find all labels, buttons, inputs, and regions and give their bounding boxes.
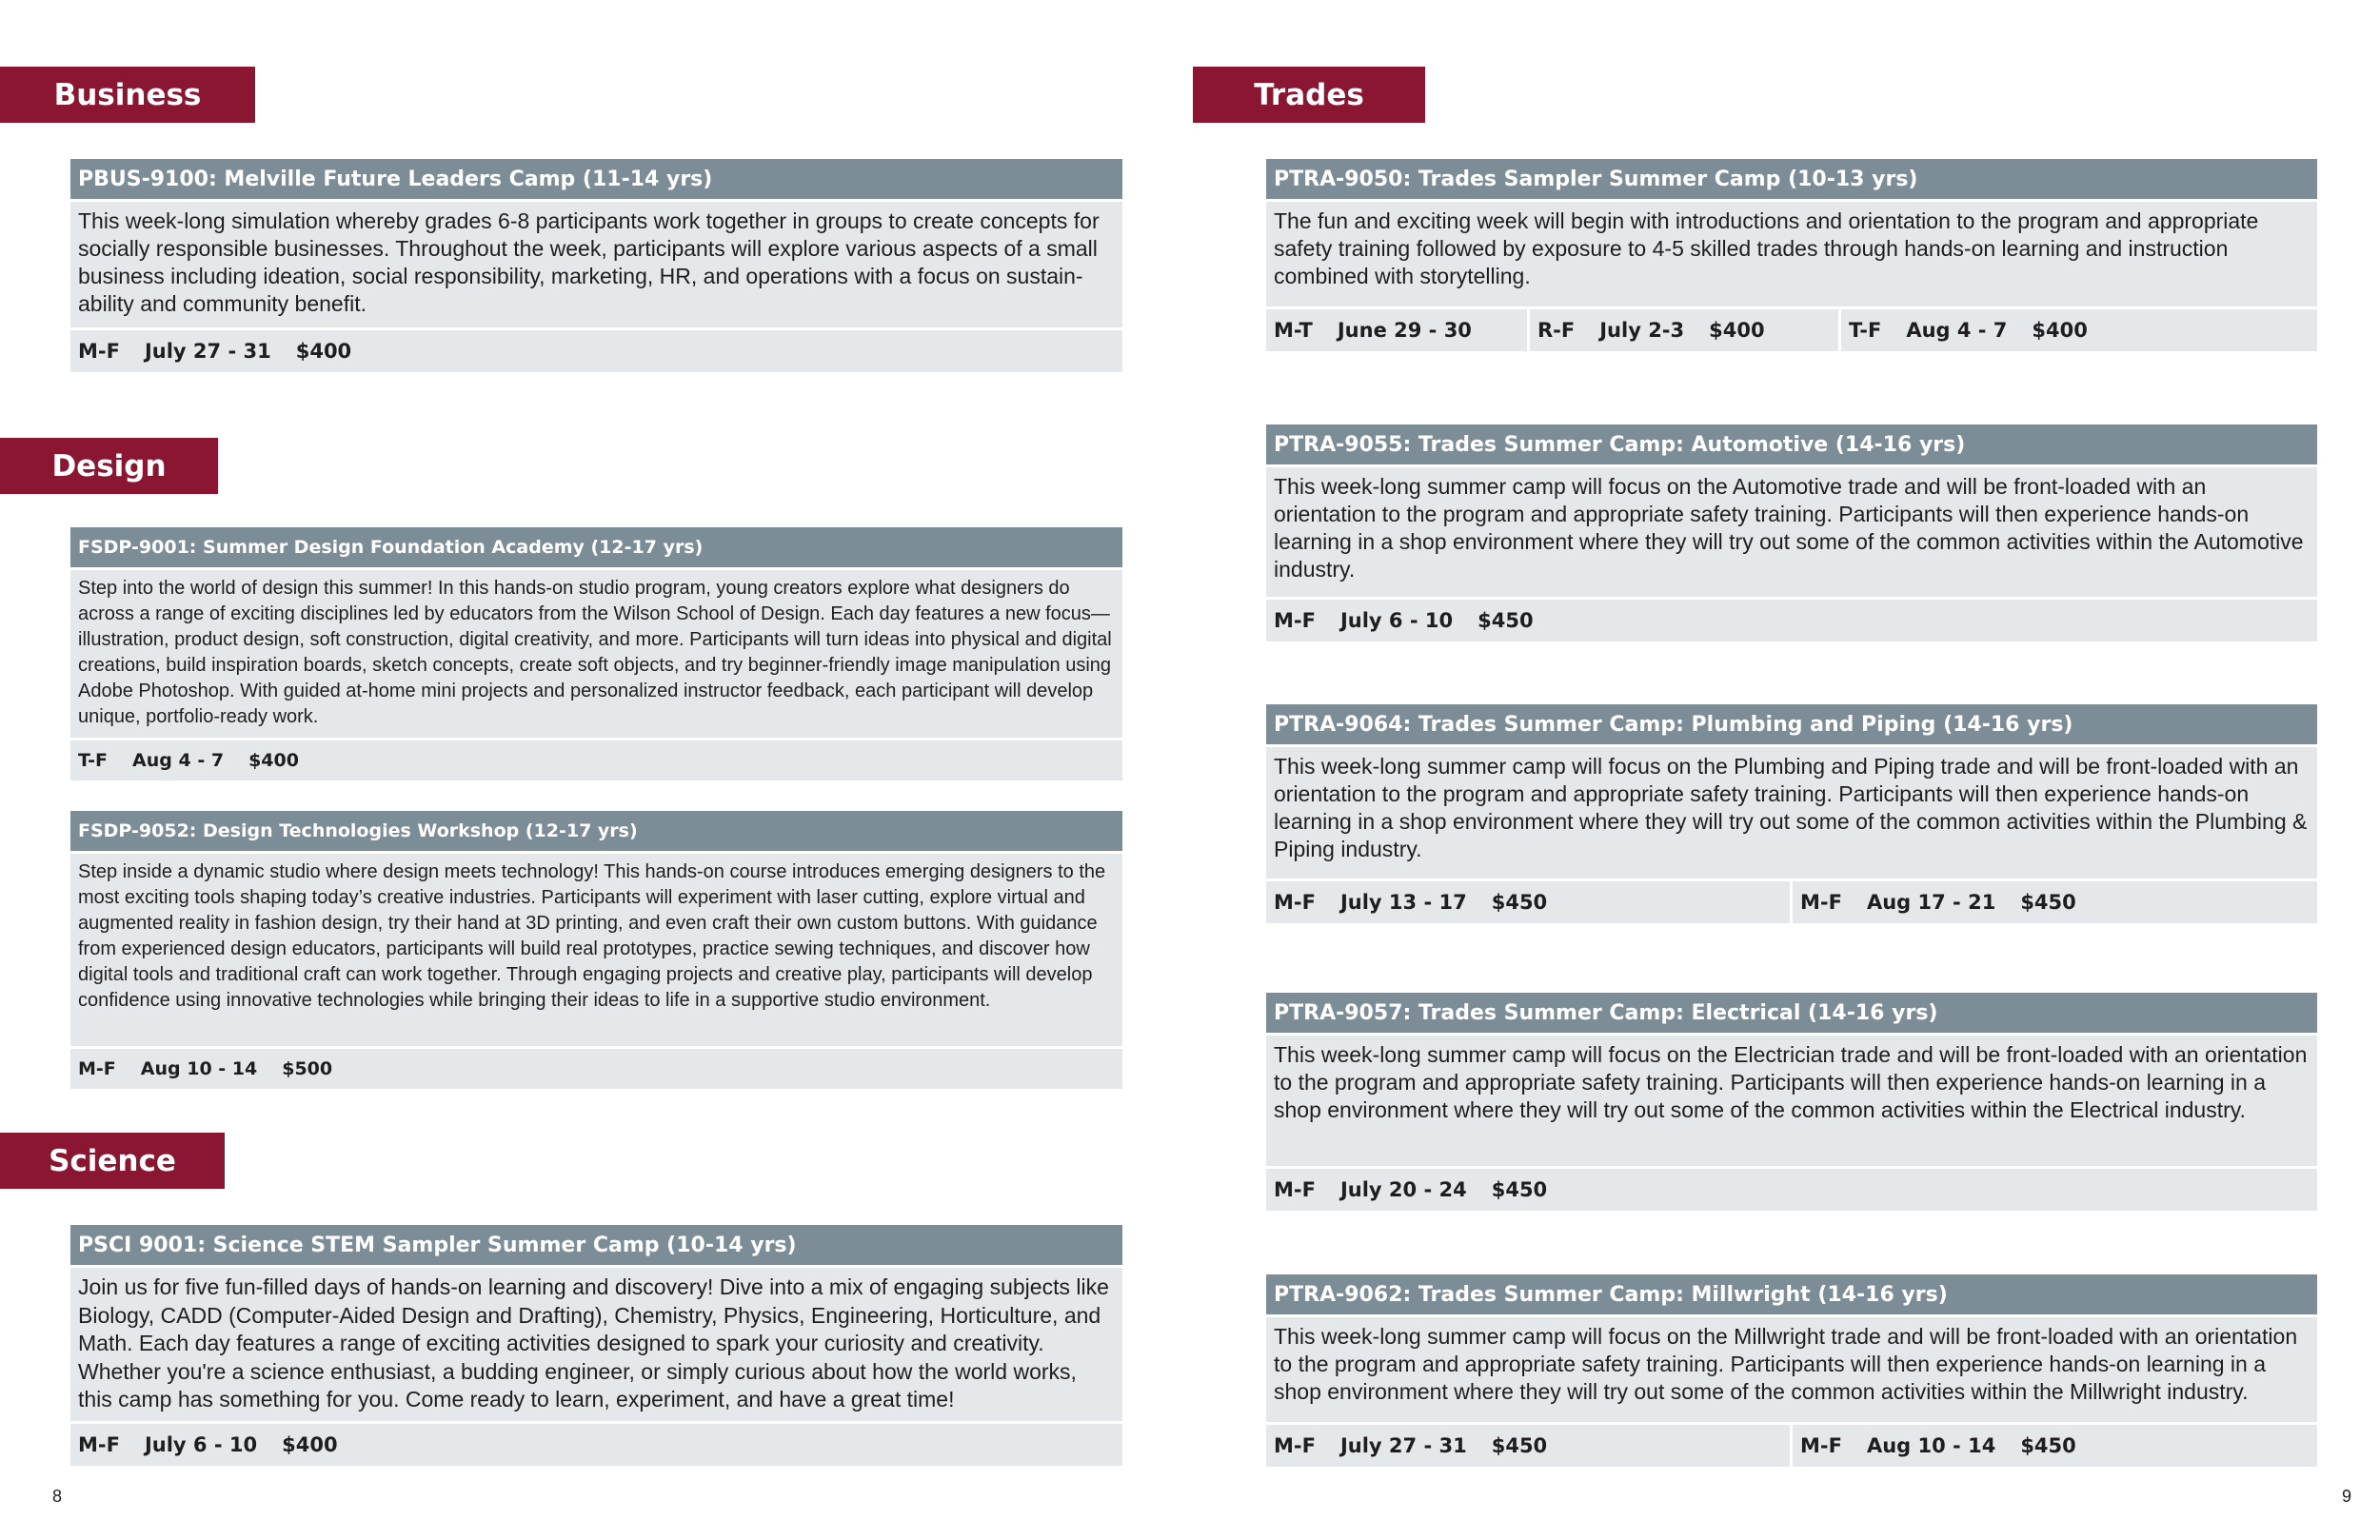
course-description: The fun and exciting week will begin with introductions and orientation to the program and appropriate safety training followed by exposure to 4-5 skilled trades through hands-on learning and instruction combined with storytelling. <box>1266 202 2317 306</box>
course-title: PTRA-9057: Trades Summer Camp: Electrical (14-16 yrs) <box>1266 993 2317 1033</box>
session-dates: Aug 10 - 14 <box>140 1058 258 1079</box>
session-slot <box>1266 309 1527 351</box>
session-price: $450 <box>1478 609 1534 632</box>
session-price: $400 <box>248 750 299 771</box>
session-price: $450 <box>1491 891 1548 914</box>
session-days: M-F <box>1274 609 1316 632</box>
session-dates: Aug 10 - 14 <box>1866 1434 1996 1457</box>
course-description: Step inside a dynamic studio where design meets technology! This hands-on course introduces emerging designers to the most exciting tools shaping today’s creative industries. Participants will experiment with laser cutting, explore virtual and augmented reality in fashion design, try their hand at 3D printing, and even craft their own custom buttons. With guidance from experienced design educators, participants will build real prototypes, practice sewing techniques, and discover how digital tools and traditional craft can work together. Through engaging projects and creative play, participants will develop confidence using innovative technologies while bringing their ideas to life in a supportive studio environment. <box>70 854 1122 1046</box>
course-description: This week-long summer camp will focus on the Plumbing and Piping trade and will be front-loaded with an orientation to the program and appropriate safety training. Participants will then experience hands-on learning in a shop environment where they will try out some of the common activities within the Plumbing & Piping industry. <box>1266 747 2317 879</box>
course-ptra-9050 <box>1266 159 2317 351</box>
schedule-row <box>1266 600 2317 642</box>
course-pbus-9100 <box>70 159 1122 372</box>
course-description: Step into the world of design this summer! In this hands-on studio program, young creators explore what designers do across a range of exciting disciplines led by educators from the Wilson School of Design. Each day features a new focus—illustration, product design, soft construction, digital creativity, and more. Participants will turn ideas into physical and digital creations, build inspiration boards, sketch concepts, create soft objects, and try beginner-friendly image manipulation using Adobe Photoshop. With guided at-home mini projects and personalized instructor feedback, each participant will develop unique, portfolio-ready work. <box>70 570 1122 738</box>
session-days: M-F <box>1274 1178 1316 1201</box>
session-price: $500 <box>282 1058 333 1079</box>
session-dates: July 27 - 31 <box>1339 1434 1467 1457</box>
course-title: PTRA-9050: Trades Sampler Summer Camp (10-13 yrs) <box>1266 159 2317 199</box>
session-price: $400 <box>2032 319 2088 342</box>
session-days: T-F <box>78 750 109 771</box>
course-ptra-9057 <box>1266 993 2317 1211</box>
course-description: Join us for five fun-filled days of hands-on learning and discovery! Dive into a mix of engaging subjects like Biology, CADD (Computer-Aided Design and Drafting), Chemistry, Physics, Engineering, Horticulture, and Math. Each day features a range of exciting activities designed to spark your curiosity and creativity. Whether you're a science enthusiast, a budding engineer, or simply curious about how the world works, this camp has something for you. Come ready to learn, experiment, and have a great time! <box>70 1268 1122 1421</box>
course-title: PSCI 9001: Science STEM Sampler Summer Camp (10-14 yrs) <box>70 1225 1122 1265</box>
session-days: T-F <box>1849 319 1882 342</box>
session-dates: Aug 4 - 7 <box>1906 319 2008 342</box>
course-title: PTRA-9055: Trades Summer Camp: Automotive (14-16 yrs) <box>1266 424 2317 464</box>
session-slot <box>70 1049 1122 1089</box>
session-slot <box>1530 309 1838 351</box>
session-days: M-F <box>1274 891 1316 914</box>
session-slot <box>70 330 1122 372</box>
session-price: $400 <box>1709 319 1765 342</box>
session-slot <box>1266 1425 1790 1467</box>
session-days: M-F <box>1274 1434 1316 1457</box>
session-slot <box>1266 881 1790 923</box>
schedule-row <box>1266 1169 2317 1211</box>
session-dates: Aug 4 - 7 <box>132 750 225 771</box>
schedule-row <box>1266 309 2317 351</box>
schedule-row <box>70 740 1122 780</box>
session-price: $450 <box>2020 891 2076 914</box>
course-title: PBUS-9100: Melville Future Leaders Camp (11-14 yrs) <box>70 159 1122 199</box>
course-fsdp-9052 <box>70 811 1122 1089</box>
session-dates: July 27 - 31 <box>144 340 271 363</box>
session-slot <box>1266 1169 2317 1211</box>
session-dates: Aug 17 - 21 <box>1866 891 1996 914</box>
section-header-trades: Trades <box>1193 67 1425 123</box>
page-number-right: 9 <box>2342 1487 2352 1506</box>
course-title: PTRA-9062: Trades Summer Camp: Millwright (14-16 yrs) <box>1266 1274 2317 1314</box>
session-slot <box>1793 881 2317 923</box>
course-ptra-9064 <box>1266 704 2317 923</box>
session-price: $450 <box>1491 1434 1548 1457</box>
session-days: M-F <box>1800 891 1842 914</box>
session-dates: July 6 - 10 <box>144 1433 258 1456</box>
course-description: This week-long simulation whereby grades 6-8 participants work together in groups to create concepts for socially responsible businesses. Throughout the week, participants will explore various aspects of a small business including ideation, social responsibility, marketing, HR, and operations with a focus on sustainability and community benefit. <box>70 202 1122 327</box>
section-header-business: Business <box>0 67 255 123</box>
session-dates: July 6 - 10 <box>1339 609 1454 632</box>
session-price: $450 <box>2020 1434 2076 1457</box>
session-slot <box>70 1424 1122 1466</box>
course-title: FSDP-9052: Design Technologies Workshop (12-17 yrs) <box>70 811 1122 851</box>
session-dates: July 13 - 17 <box>1339 891 1467 914</box>
course-ptra-9055 <box>1266 424 2317 642</box>
course-psci-9001 <box>70 1225 1122 1466</box>
session-dates: June 29 - 30 <box>1337 319 1472 342</box>
session-days: R-F <box>1537 319 1576 342</box>
schedule-row <box>1266 881 2317 923</box>
section-header-design: Design <box>0 438 218 494</box>
session-slot <box>70 740 1122 780</box>
schedule-row <box>70 330 1122 372</box>
course-title: FSDP-9001: Summer Design Foundation Academy (12-17 yrs) <box>70 527 1122 567</box>
course-description: This week-long summer camp will focus on the Electrician trade and will be front-loaded with an orientation to the program and appropriate safety training. Participants will then experience hands-on learning in a shop environment where they will try out some of the common activities within the Electrical industry. <box>1266 1036 2317 1166</box>
session-slot <box>1793 1425 2317 1467</box>
schedule-row <box>70 1424 1122 1466</box>
session-days: M-F <box>78 1058 116 1079</box>
session-days: M-T <box>1274 319 1313 342</box>
session-days: M-F <box>78 1433 120 1456</box>
session-slot <box>1841 309 2317 351</box>
session-price: $400 <box>295 340 352 363</box>
session-days: M-F <box>78 340 120 363</box>
session-dates: July 2-3 <box>1599 319 1685 342</box>
course-ptra-9062 <box>1266 1274 2317 1467</box>
session-dates: July 20 - 24 <box>1339 1178 1467 1201</box>
course-description: This week-long summer camp will focus on the Millwright trade and will be front-loaded with an orientation to the program and appropriate safety training. Participants will then experience hands-on learning in a shop environment where they will try out some of the common activities within the Millwright industry. <box>1266 1317 2317 1422</box>
schedule-row <box>1266 1425 2317 1467</box>
course-title: PTRA-9064: Trades Summer Camp: Plumbing and Piping (14-16 yrs) <box>1266 704 2317 744</box>
schedule-row <box>70 1049 1122 1089</box>
course-description: This week-long summer camp will focus on the Automotive trade and will be front-loaded with an orientation to the program and appropriate safety training. Participants will then experience hands-on learning in a shop environment where they will try out some of the common activities within the Automotive industry. <box>1266 467 2317 597</box>
session-days: M-F <box>1800 1434 1842 1457</box>
session-slot <box>1266 600 2317 642</box>
session-price: $400 <box>282 1433 338 1456</box>
session-price: $450 <box>1491 1178 1548 1201</box>
page-number-left: 8 <box>52 1487 63 1506</box>
section-header-science: Science <box>0 1133 225 1189</box>
course-fsdp-9001 <box>70 527 1122 780</box>
